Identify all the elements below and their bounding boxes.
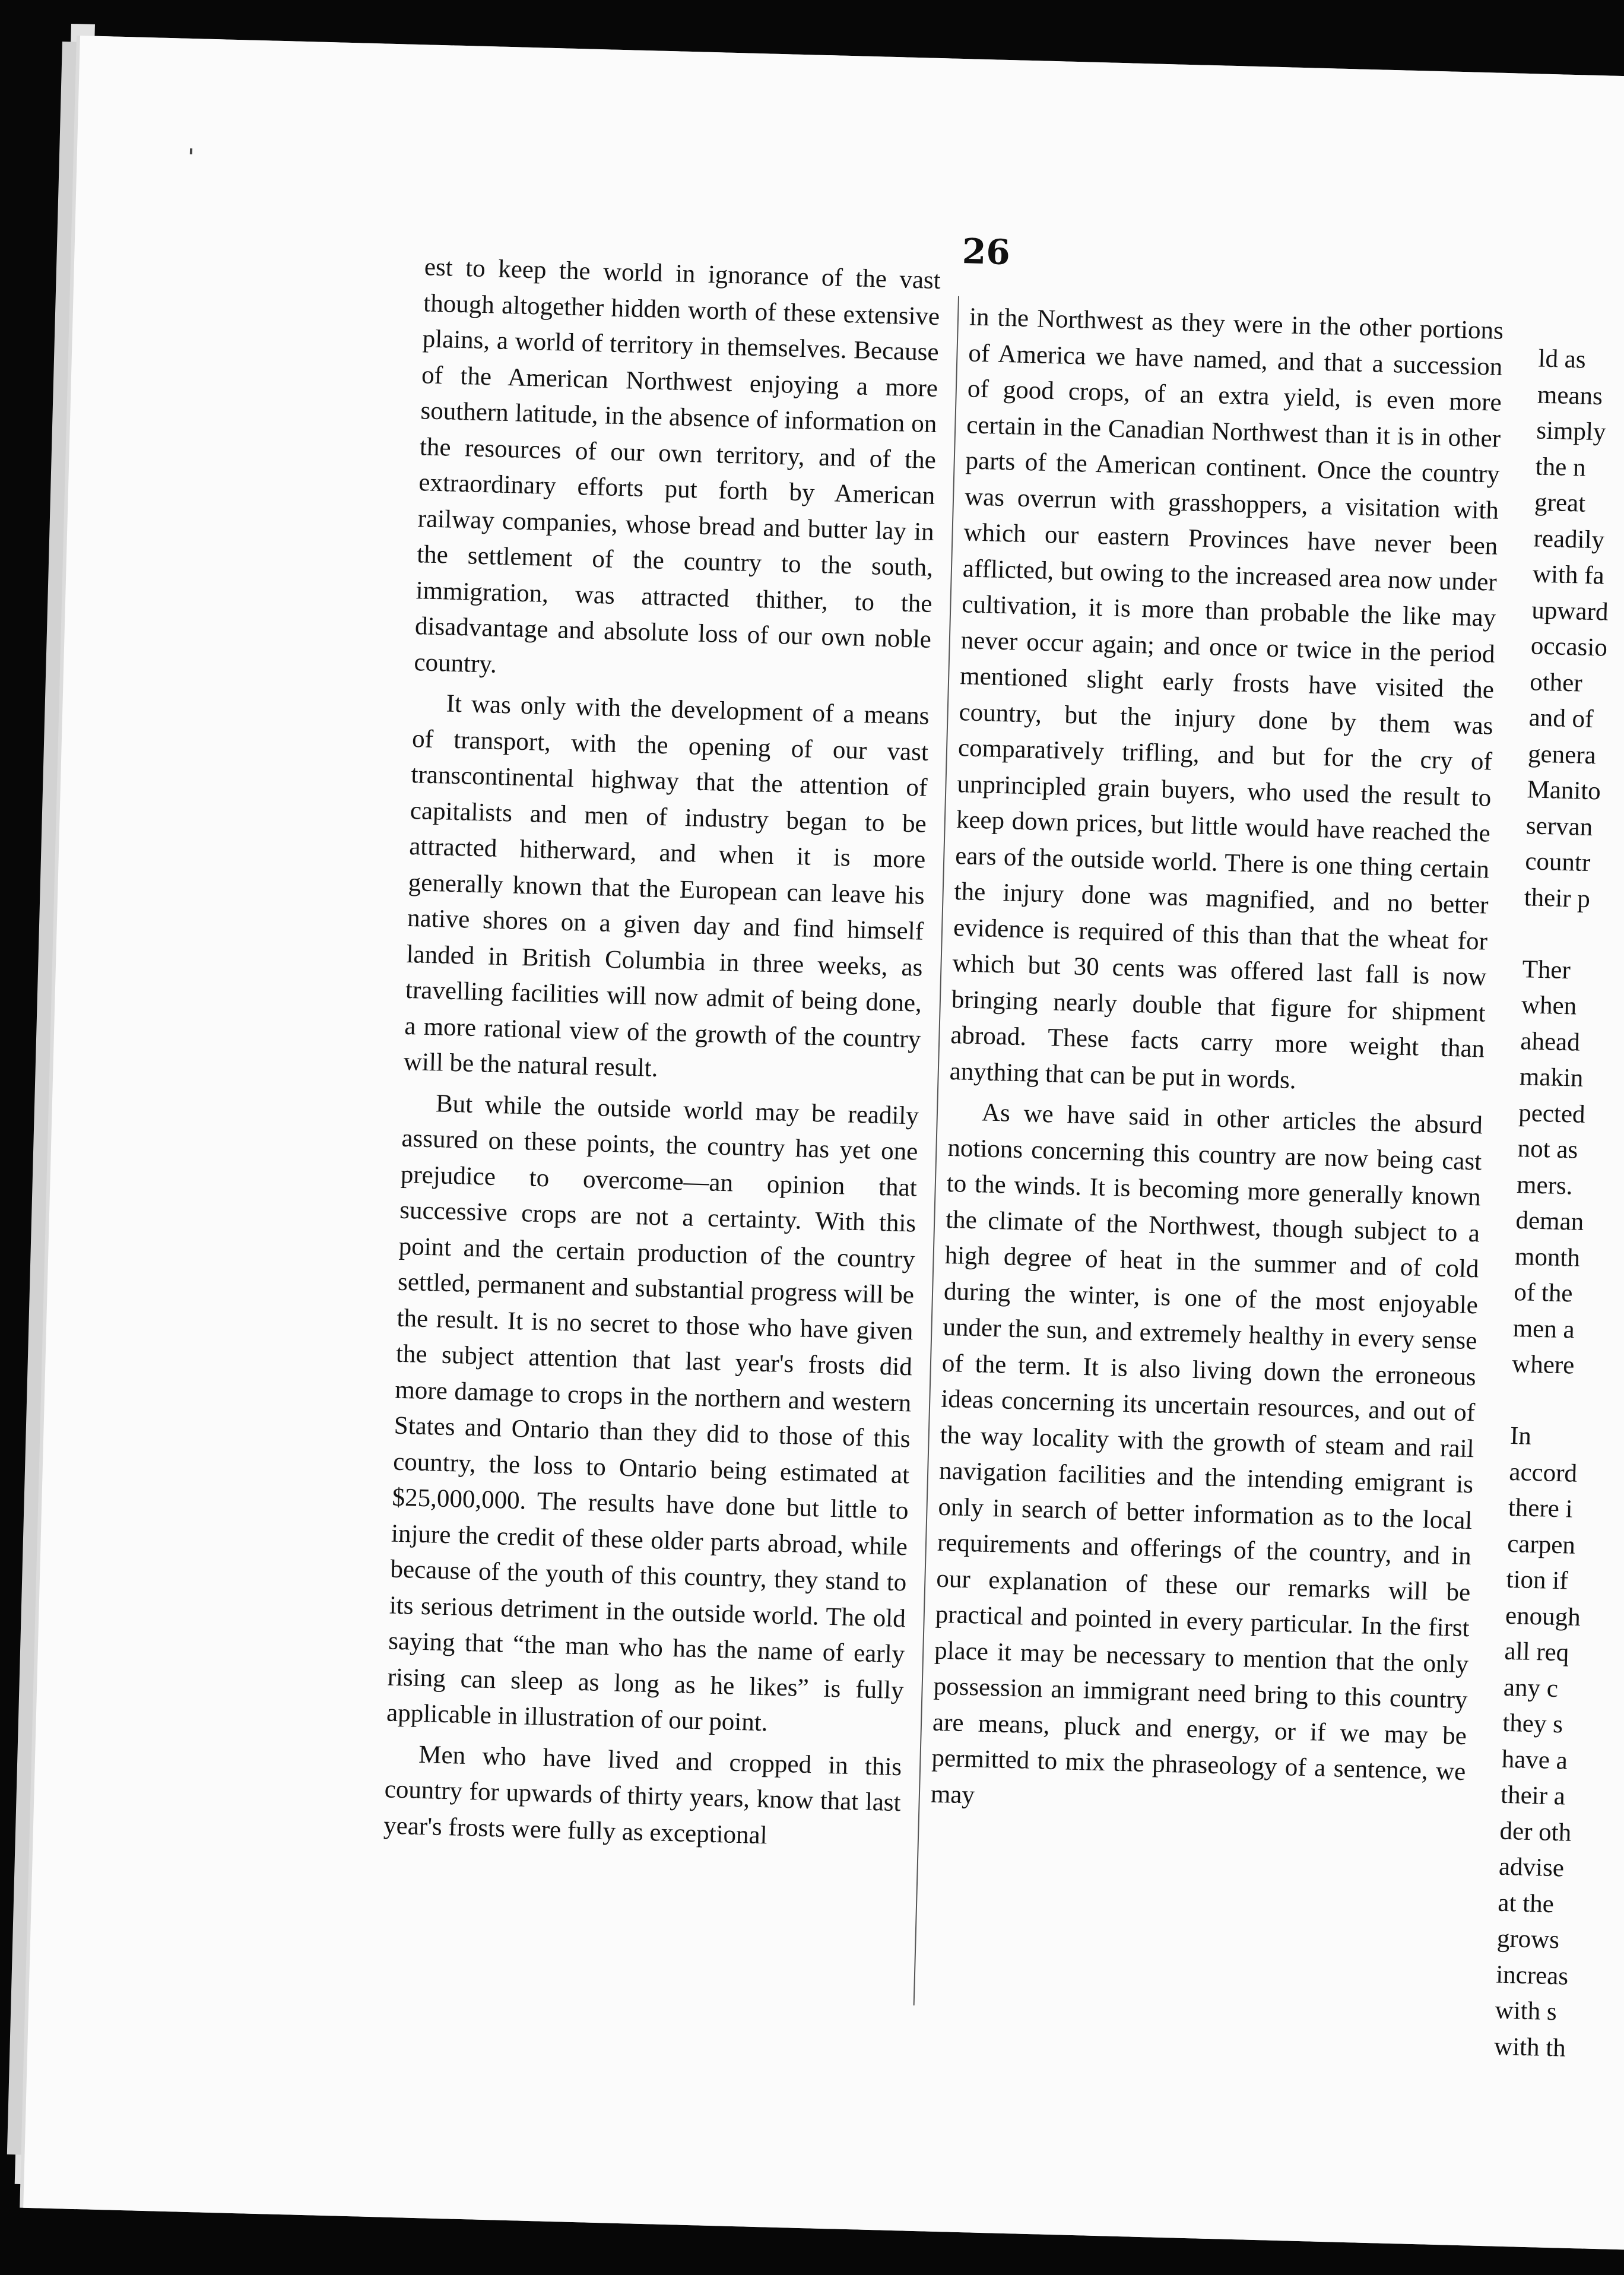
text-line-fragment: have a [1501,1745,1568,1775]
text-line-fragment: simply [1536,416,1607,446]
text-line-fragment: carpen [1506,1529,1576,1560]
text-line-fragment: advise [1498,1852,1565,1883]
text-line-fragment: accord [1508,1457,1578,1488]
text-line-fragment: their a [1500,1780,1566,1811]
text-line-fragment: In [1509,1421,1532,1450]
text-line-fragment: they s [1502,1709,1563,1739]
text-line-fragment: great [1534,488,1586,518]
text-line-fragment: all req [1504,1637,1569,1667]
left-column [383,249,941,1862]
text-line-fragment: pected [1518,1098,1586,1129]
text-line-fragment: with th [1493,2032,1566,2062]
text-line-fragment: not as [1517,1135,1578,1164]
paragraph: It was only with the development of a means of transport, with the opening of our vast transcontinental highway that the attention of capitalists and men of industry began to be attracted hitherward, and when it is more generally known that the European can leave his native shores on a given day and find himself landed in British Columbia in three weeks, as travelling facilities will now admit of being done, a more rational view of the growth of the country will be the natural result. [403,689,930,1083]
text-line-fragment: of the [1513,1278,1574,1308]
text-line-fragment: any c [1503,1673,1559,1703]
paragraph: in the Northwest as they were in the other portions of America we have named, and that a succession of good crops, of an extra yield, is even more certain in the Canadian Northwest than it is in other parts of the American continent. Once the country was overrun with grasshoppers, a visitation with which our eastern Provinces have never been afflicted, but owing to the increased area now under cultivation, it is more than probable the like may never occur again; and once or twice in the period mentioned slight early frosts have visited the country, but the injury done by them was comparatively trifling, and but for the cry of unprincipled grain buyers, who used the result to keep down prices, but little would have reached the ears of the outside world. There is one thing certain the injury done was magnified, and no better evidence is required of this than that the wheat for which but 30 cents was offered last fall is now bringing nearly double that figure for shipment abroad. These facts carry more weight than anything that can be put in words. [949,303,1504,1094]
text-line-fragment: upward [1531,595,1609,626]
text-line-fragment: month [1514,1242,1581,1272]
text-line-fragment: means [1537,380,1603,410]
text-line-fragment: der oth [1499,1817,1572,1847]
text-line-fragment: readily [1533,524,1605,555]
text-line-fragment: makin [1519,1063,1584,1092]
text-line-fragment: Ther [1522,955,1571,984]
text-line-fragment: where [1511,1349,1575,1380]
middle-column [930,299,1504,1831]
text-line-fragment: there i [1508,1493,1574,1523]
text-line-fragment: when [1521,991,1577,1021]
text-line-fragment [1522,915,1624,956]
text-line-fragment: grows [1496,1924,1560,1954]
text-line-fragment: enough [1505,1601,1581,1631]
text-line-fragment: Manito [1526,775,1601,806]
text-line-fragment: their p [1524,883,1591,913]
text-line-fragment: increas [1495,1960,1569,1991]
paragraph: As we have said in other articles the absurd notions concerning this country are now being cast to the winds. It is becoming more generally known the climate of the Northwest, though subject to a high degree of heat in the summer and of cold during the winter, is one of the most enjoyable under the sun, and extremely healthy in every sense of the term. It is also living down the erroneous ideas concerning its uncertain resources, and out of the way locality with the growth of steam and rail navigation facilities and the intending emigrant is only in search of better information as to the local requirements and offerings of the country, and in our explanation of these our remarks will be practical and pointed in every particular. In the first place it may be necessary to mention that the only possession an immigrant need bring to this country are means, pluck and energy, or if we may be permitted to mix the phraseology of a sentence, we may [930,1098,1483,1809]
text-line-fragment: with fa [1532,560,1605,590]
text-line-fragment: countr [1524,847,1591,877]
text-line-fragment: at the [1497,1889,1555,1918]
text-line-fragment: mers. [1516,1170,1574,1200]
text-line-fragment: the n [1535,452,1587,482]
text-line-fragment: tion if [1506,1565,1569,1595]
text-line-fragment: with s [1495,1996,1558,2026]
text-line-fragment: other [1529,667,1583,698]
text-line-fragment: and of [1528,704,1594,734]
paragraph: But while the outside world may be readily assured on these points, the country has yet one prejudice to overcome—an opinion that successive crops are not a certainty. With this point and the certain production of the country settled, permanent and substantial progress will be the result. It is no secret to those who have given the subject attention that last year's frosts did more damage to crops in the northern and western States and Ontario than they did to those of this country, the loss to Ontario being estimated at $25,000,000. The results have done but little to injure the credit of these older parts abroad, while because of the youth of this country, they stand to its serious detriment in the outside world. The old saying that “the man who has the name of early rising can sleep as long as he likes” is fully applicable in illustration of our point. [386,1089,919,1737]
text-line-fragment: genera [1527,739,1597,769]
text-line-fragment [1511,1382,1624,1423]
paragraph: est to keep the world in ignorance of the vast though altogether hidden worth of these extensive plains, a world of territory in themselves. Because of the American Northwest enjoying a more southern latitude, in the absence of information on the resources of our own territory, and of the extraordinary efforts put forth by American railway companies, whose bread and butter lay in the settlement of the country to the south, immigration, was attracted thither, to the disadvantage and absolute loss of our own noble country. [413,253,941,679]
paragraph: Men who have lived and cropped in this country for upwards of thirty years, know that last year's frosts were fully as exceptional [383,1740,902,1849]
text-line-fragment: men a [1512,1314,1575,1344]
right-column-cropped [1493,341,1624,2070]
text-line-fragment: deman [1515,1206,1584,1236]
text-line-fragment: ld as [1537,344,1587,374]
margin-mark [190,148,192,154]
book-page [23,36,1624,2251]
page-number: 26 [962,231,1011,273]
text-line-fragment: occasio [1530,632,1608,662]
text-line-fragment: ahead [1520,1026,1581,1057]
text-line-fragment: servan [1525,811,1593,841]
